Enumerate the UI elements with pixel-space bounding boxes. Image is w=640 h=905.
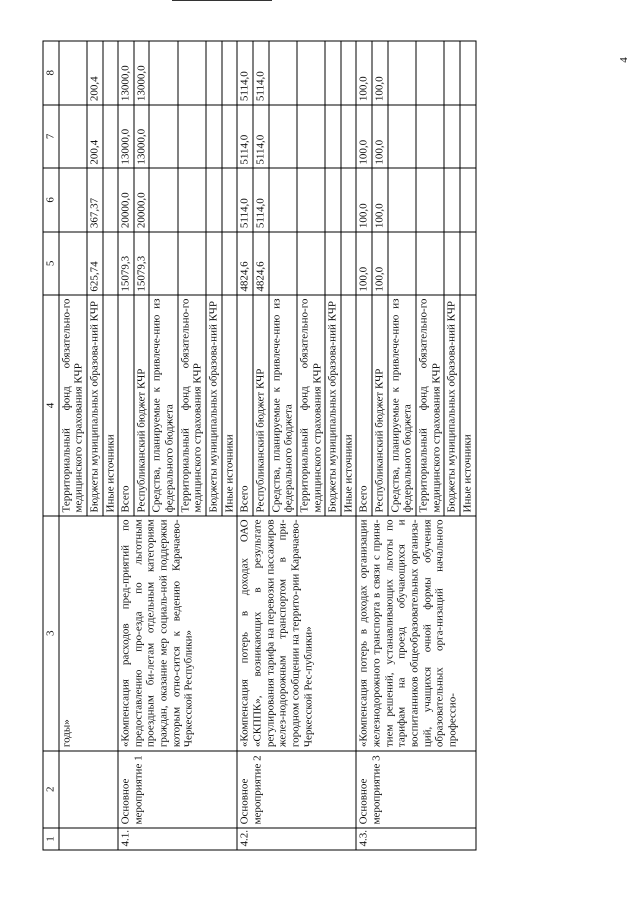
rotated-table-container: [43, 41, 598, 851]
funding-source-cell: Всего: [356, 295, 372, 516]
value-cell: 13000,0: [134, 41, 150, 105]
measure-name-cell: Основное мероприятие 2: [237, 751, 356, 828]
value-cell: 100,0: [356, 168, 372, 232]
value-cell: [206, 168, 222, 232]
value-cell: [388, 41, 416, 105]
value-cell: [222, 232, 238, 296]
value-cell: 4824,6: [253, 232, 269, 296]
funding-table: [43, 41, 477, 851]
funding-source-cell: Средства, планируемые к привлече-нию из федерального бюджета: [149, 295, 177, 516]
funding-source-cell: Иные источники: [341, 295, 357, 516]
value-cell: 5114,0: [253, 168, 269, 232]
funding-source-cell: Республиканский бюджет КЧР: [253, 295, 269, 516]
header-cell: 8: [43, 41, 59, 105]
value-cell: [222, 168, 238, 232]
row-number-cell: [59, 828, 119, 850]
funding-source-cell: Территориальный фонд обязательно-го медицинского страхования КЧР: [297, 295, 325, 516]
header-row: [43, 41, 59, 850]
value-cell: [388, 232, 416, 296]
value-cell: 200,4: [87, 41, 103, 105]
funding-source-cell: Республиканский бюджет КЧР: [372, 295, 388, 516]
value-cell: 15079,3: [118, 232, 134, 296]
funding-source-cell: Бюджеты муниципальных образова-ний КЧР: [87, 295, 103, 516]
row-number-cell: 4.2.: [237, 828, 356, 850]
funding-source-cell: Территориальный фонд обязательно-го медицинского страхования КЧР: [178, 295, 206, 516]
value-cell: [297, 105, 325, 169]
funding-source-cell: Иные источники: [103, 295, 119, 516]
value-cell: [59, 41, 87, 105]
value-cell: [269, 105, 297, 169]
row-number-cell: 4.1.: [118, 828, 237, 850]
value-cell: [460, 105, 476, 169]
row-number-cell: 4.3.: [356, 828, 475, 850]
value-cell: 4824,6: [237, 232, 253, 296]
header-cell: 4: [43, 295, 59, 516]
value-cell: [341, 41, 357, 105]
value-cell: [297, 232, 325, 296]
funding-source-cell: Всего: [237, 295, 253, 516]
value-cell: 15079,3: [134, 232, 150, 296]
funding-source-cell: Средства, планируемые к привлече-нию из федерального бюджета: [388, 295, 416, 516]
table-row: [237, 41, 253, 850]
value-cell: 625,74: [87, 232, 103, 296]
value-cell: [444, 168, 460, 232]
value-cell: [416, 168, 444, 232]
value-cell: [103, 232, 119, 296]
funding-source-cell: Территориальный фонд обязательно-го медицинского страхования КЧР: [59, 295, 87, 516]
value-cell: [178, 41, 206, 105]
value-cell: [269, 41, 297, 105]
funding-source-cell: Иные источники: [460, 295, 476, 516]
value-cell: 200,4: [87, 105, 103, 169]
value-cell: [59, 105, 87, 169]
funding-source-cell: Бюджеты муниципальных образова-ний КЧР: [325, 295, 341, 516]
measure-description-cell: «Компенсация потерь в доходах организации железнодорожного транспорта в связи с приня-тием решений, устанавливающих льготы по тарифам на проезд обучающихся и воспитанников общеобразовательных организа-ций, учащихся очной формы обучения образовательных орга-низаций начального профессио-: [356, 516, 475, 751]
value-cell: [460, 41, 476, 105]
value-cell: [59, 168, 87, 232]
table-row: [356, 41, 372, 850]
funding-source-cell: Территориальный фонд обязательно-го медицинского страхования КЧР: [416, 295, 444, 516]
value-cell: [416, 232, 444, 296]
value-cell: [444, 232, 460, 296]
measure-description-cell: годы»: [59, 516, 119, 751]
funding-source-cell: Бюджеты муниципальных образова-ний КЧР: [444, 295, 460, 516]
value-cell: [416, 41, 444, 105]
table-row: [59, 41, 87, 850]
value-cell: 13000,0: [134, 105, 150, 169]
value-cell: 367,37: [87, 168, 103, 232]
value-cell: [269, 168, 297, 232]
value-cell: [103, 41, 119, 105]
value-cell: [222, 105, 238, 169]
measure-name-cell: Основное мероприятие 3: [356, 751, 475, 828]
funding-source-cell: Иные источники: [222, 295, 238, 516]
value-cell: [416, 105, 444, 169]
value-cell: [178, 105, 206, 169]
header-cell: 1: [43, 828, 59, 850]
value-cell: [297, 41, 325, 105]
value-cell: [222, 41, 238, 105]
value-cell: [149, 168, 177, 232]
value-cell: [444, 105, 460, 169]
funding-source-cell: Бюджеты муниципальных образова-ний КЧР: [206, 295, 222, 516]
value-cell: [149, 232, 177, 296]
value-cell: [178, 232, 206, 296]
value-cell: 100,0: [372, 41, 388, 105]
value-cell: [325, 168, 341, 232]
funding-source-cell: Всего: [118, 295, 134, 516]
value-cell: [206, 232, 222, 296]
value-cell: [297, 168, 325, 232]
value-cell: 5114,0: [253, 105, 269, 169]
value-cell: 100,0: [372, 168, 388, 232]
value-cell: [325, 41, 341, 105]
header-cell: 5: [43, 232, 59, 296]
value-cell: [341, 232, 357, 296]
value-cell: 20000,0: [134, 168, 150, 232]
measure-description-cell: «Компенсация потерь в доходах ОАО «СКППК», возникающих в результате регулирования тарифа на перевозки пассажиров желез-нодорожным транспортом в при-городном сообщении на террито-рии Карачаево-Черкесской Рес-публики»: [237, 516, 356, 751]
measure-name-cell: Основное мероприятие 1: [118, 751, 237, 828]
header-cell: 2: [43, 751, 59, 828]
measure-name-cell: [59, 751, 119, 828]
funding-source-cell: Республиканский бюджет КЧР: [134, 295, 150, 516]
value-cell: [341, 105, 357, 169]
top-rule: [172, 0, 272, 1]
value-cell: [206, 105, 222, 169]
value-cell: [460, 232, 476, 296]
value-cell: 5114,0: [253, 41, 269, 105]
value-cell: [341, 168, 357, 232]
value-cell: [460, 168, 476, 232]
value-cell: 5114,0: [237, 105, 253, 169]
value-cell: [206, 41, 222, 105]
value-cell: [103, 168, 119, 232]
value-cell: [269, 232, 297, 296]
value-cell: 100,0: [372, 232, 388, 296]
header-cell: 6: [43, 168, 59, 232]
value-cell: 100,0: [356, 105, 372, 169]
value-cell: [444, 41, 460, 105]
value-cell: 100,0: [356, 232, 372, 296]
value-cell: [325, 105, 341, 169]
value-cell: [388, 105, 416, 169]
value-cell: [149, 41, 177, 105]
table-row: [118, 41, 134, 850]
value-cell: [178, 168, 206, 232]
value-cell: [149, 105, 177, 169]
value-cell: [388, 168, 416, 232]
value-cell: 5114,0: [237, 41, 253, 105]
value-cell: 100,0: [356, 41, 372, 105]
value-cell: 13000,0: [118, 105, 134, 169]
measure-description-cell: «Компенсация расходов пред-приятий по предоставлению про-езда по льготным проездным би-летам отдельным категориям граждан, оказание мер социаль-ной поддержки которым отно-сится к ведению Карачаево-Черкесской Республики»: [118, 516, 237, 751]
value-cell: 13000,0: [118, 41, 134, 105]
value-cell: [325, 232, 341, 296]
page-number: 4: [617, 57, 630, 63]
value-cell: 20000,0: [118, 168, 134, 232]
value-cell: 100,0: [372, 105, 388, 169]
funding-table-body: [43, 41, 476, 850]
funding-source-cell: Средства, планируемые к привлече-нию из федерального бюджета: [269, 295, 297, 516]
header-cell: 3: [43, 516, 59, 751]
header-cell: 7: [43, 105, 59, 169]
value-cell: [103, 105, 119, 169]
value-cell: [59, 232, 87, 296]
value-cell: 5114,0: [237, 168, 253, 232]
